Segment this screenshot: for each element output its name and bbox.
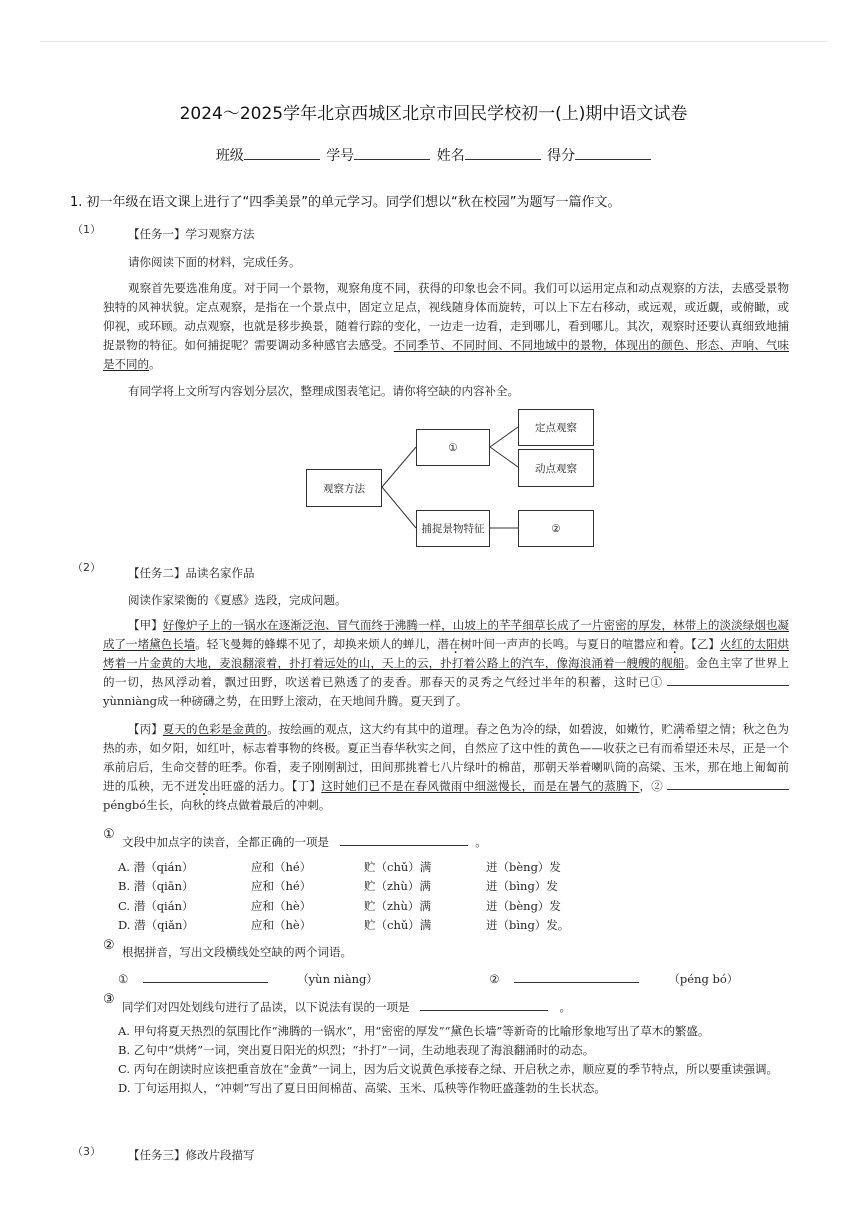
fill-blank-2[interactable] <box>667 777 789 790</box>
question-a-number: ① <box>103 827 115 842</box>
underlined-jia: 好像炉子上的一锅水在逐渐泛泡、冒气而终于沸腾一样，山坡上的芊芊细草长成了一片密密的厚发，林带上的淡淡绿烟也凝成了一堵黛色长墙 <box>103 618 789 651</box>
label-bing: 【丙】 <box>128 722 163 736</box>
question-c-number: ③ <box>103 992 115 1007</box>
underlined-yi: 火红的太阳烘烤着一片金黄的大地，麦浪翻滚着，扑打着远处的山，天上的云，扑打着公路上的汽车，像海浪涌着一艘艘的舰船 <box>103 637 790 670</box>
label-yi: 【乙】 <box>691 637 720 651</box>
choice-d[interactable]: D. 丁句运用拟人，“冲刺”写出了夏日田间棉苗、高粱、玉米、瓜秧等作物旺盛蓬勃的生长状态。 <box>118 1081 606 1095</box>
score-field[interactable] <box>547 145 651 165</box>
option-c[interactable]: C. 潜（qián） 应和（hè） 贮（zhù）满 迸（bèng）发 <box>118 898 561 913</box>
name-field[interactable] <box>437 145 541 165</box>
observation-diagram <box>300 403 600 553</box>
question-a-stem: 文段中加点字的读音，全都正确的一项是 。 <box>122 835 487 849</box>
passage-paragraph-1: 【甲】好像炉子上的一锅水在逐渐泛泡、冒气而终于沸腾一样，山坡上的芊芊细草长成了一片密密的厚发，林带上的淡淡绿烟也凝成了一堵黛色长墙。轻飞曼舞的蜂蝶不见了，却换来烦人的蝉儿，潜在树叶间一声声的长鸣。与夏日的喧嚣应和着。【乙】火红的太阳烘烤着一片金黄的大地，麦浪翻滚着，扑打着远处的山，天上的云，扑打着公路上的汽车，像海浪涌着一艘艘的舰船。金色主宰了世界上的一切，热风浮动着，飘过田野，吹送着已熟透了的麦香。那春天的灵秀之气经过半年的积蓄，这时已① yùnniàng成一种磅礴之势，在田野上滚动，在天地间升腾。夏天到了。 <box>103 618 790 708</box>
option-b[interactable]: B. 潜（qiān） 应和（hé） 贮（zhù）满 迸（bìng）发 <box>118 879 558 894</box>
class-label: 班级 <box>215 148 244 164</box>
diagram-feature-box: 捕捉景物特征 <box>416 510 490 547</box>
option-d[interactable]: D. 潜（qiǎn） 应和（hè） 贮（chǔ）满 迸（bìng）发。 <box>118 917 570 932</box>
subquestion-2-number: （2） <box>72 561 101 574</box>
passage-paragraph-2: 【丙】夏天的色彩是金黄的。按绘画的观点，这大约有其中的道理。春之色为冷的绿，如碧波，如嫩竹，贮满希望之情；秋之色为热的赤，如夕阳，如红叶，标志着事物的终极。夏正当春华秋实之间，自然应了这中性的黄色——收获之已有而希望还未尽，正是一个承前启后，生命交替的旺季。你看，麦子刚刚割过，田间那挑着七八片绿叶的棉苗，那朝天举着喇叭筒的高粱、玉米，那在地上匍匐前进的瓜秧，无不迸发出旺盛的活力。【丁】这时她们已不是在春风微雨中细滋慢长，而是在暑气的蒸腾下，② péngbó生长，向秋的终点做着最后的冲刺。 <box>103 722 790 812</box>
question-c-options <box>118 1022 788 1098</box>
question-b-number: ② <box>103 938 115 953</box>
diagram-fixed-point-box: 定点观察 <box>518 409 594 446</box>
score-blank[interactable] <box>575 146 651 160</box>
dotted-char-beng: 迸 <box>185 779 198 793</box>
student-id-label: 学号 <box>326 148 355 164</box>
question-1-stem: 1. 初一年级在语文课上进行了“四季美景”的单元学习。同学们想以“秋在校园”为题写一篇作文。 <box>70 195 621 210</box>
name-blank[interactable] <box>465 146 541 160</box>
name-label: 姓名 <box>436 148 465 164</box>
label-ding: 【丁】 <box>291 779 322 793</box>
question-a-answer-blank[interactable] <box>340 833 468 846</box>
score-label: 得分 <box>547 148 576 164</box>
class-field[interactable] <box>216 145 320 165</box>
underlined-bing: 夏天的色彩是金黄的 <box>162 722 268 736</box>
pinyin-blank-1[interactable] <box>143 970 268 983</box>
diagram-root-box: 观察方法 <box>306 469 382 507</box>
dotted-char-zhu: 贮 <box>661 722 674 736</box>
student-id-blank[interactable] <box>354 146 430 160</box>
question-b-stem: 根据拼音，写出文段横线处空缺的两个词语。 <box>122 945 352 959</box>
diagram-instruction: 有同学将上文所写内容划分层次，整理成图表笔记。请你将空缺的内容补全。 <box>128 384 519 398</box>
class-blank[interactable] <box>244 146 320 160</box>
task-2-intro: 阅读作家梁衡的《夏感》选段，完成问题。 <box>128 593 347 607</box>
subquestion-3-number: （3） <box>72 1145 101 1158</box>
task-1-title: 【任务一】学习观察方法 <box>128 227 255 241</box>
question-c-answer-blank[interactable] <box>420 998 548 1011</box>
dotted-char-qian: 潜 <box>437 637 449 651</box>
underlined-sentence: 不同季节、不同时间、不同地域中的景物，体现出的颜色、形态、声响、气味是不同的 <box>103 338 789 371</box>
option-a[interactable]: A. 潜（qián） 应和（hé） 贮（chǔ）满 迸（bèng）发 <box>118 860 561 874</box>
task-2-title: 【任务二】品读名家作品 <box>128 566 255 580</box>
pinyin-blank-2[interactable] <box>514 970 639 983</box>
student-id-field[interactable] <box>326 145 430 165</box>
diagram-blank-2[interactable]: ② <box>518 510 594 547</box>
student-info-fields <box>0 145 867 165</box>
question-c-stem: 同学们对四处划线句进行了品读，以下说法有误的一项是 。 <box>122 1000 571 1014</box>
choice-b[interactable]: B. 乙句中“烘烤”一词，突出夏日阳光的炽烈；“扑打”一词，生动地表现了海浪翻涌时的动态。 <box>118 1043 595 1057</box>
task-3-title: 【任务三】修改片段描写 <box>128 1148 255 1162</box>
task-1-intro: 请你阅读下面的材料，完成任务。 <box>128 255 301 269</box>
exam-title: 2024～2025学年北京西城区北京市回民学校初一(上)期中语文试卷 <box>179 104 688 124</box>
diagram-moving-point-box: 动点观察 <box>518 449 594 487</box>
question-a-options <box>118 858 569 935</box>
choice-a[interactable]: A. 甲句将夏天热烈的氛围比作“沸腾的一锅水”，用“密密的厚发”“黛色长墙”等新奇的比喻形象地写出了草木的繁盛。 <box>118 1024 710 1038</box>
label-jia: 【甲】 <box>128 618 163 632</box>
choice-c[interactable]: C. 丙句在朗读时应该把重音放在“金黄”一词上，因为后文说黄色承接春之绿、开启秋之赤，顺应夏的季节特点，所以要重读强调。 <box>118 1062 778 1076</box>
question-b-blanks: ① （yùn niàng） ② （péng bó） <box>118 972 739 986</box>
diagram-blank-1[interactable]: ① <box>416 429 490 466</box>
observation-passage: 观察首先要选准角度。对于同一个景物，观察角度不同，获得的印象也会不同。我们可以运用定点和动点观察的方法，去感受景物独特的风神状貌。定点观察，是指在一个景点中，固定立足点，视线随身体而旋转，可以上下左右移动，或远观，或近觑，或俯瞰，或仰视，或环顾。动点观察，也就是移步换景，随着行踪的变化，一边走一边看，走到哪儿，看到哪儿。其次，观察时还要认真细致地捕捉景物的特征。如何捕捉呢？需要调动多种感官去感受。不同季节、不同时间、不同地域中的景物，体现出的颜色、形态、声响、气味是不同的。 <box>103 281 789 371</box>
underlined-ding: 这时她们已不是在春风微雨中细滋慢长，而是在暑气的蒸腾下 <box>321 779 640 793</box>
subquestion-1-number: （1） <box>72 223 101 236</box>
header-rule <box>40 41 827 42</box>
fill-blank-1[interactable] <box>667 673 789 686</box>
dotted-char-he: 和 <box>656 637 668 651</box>
